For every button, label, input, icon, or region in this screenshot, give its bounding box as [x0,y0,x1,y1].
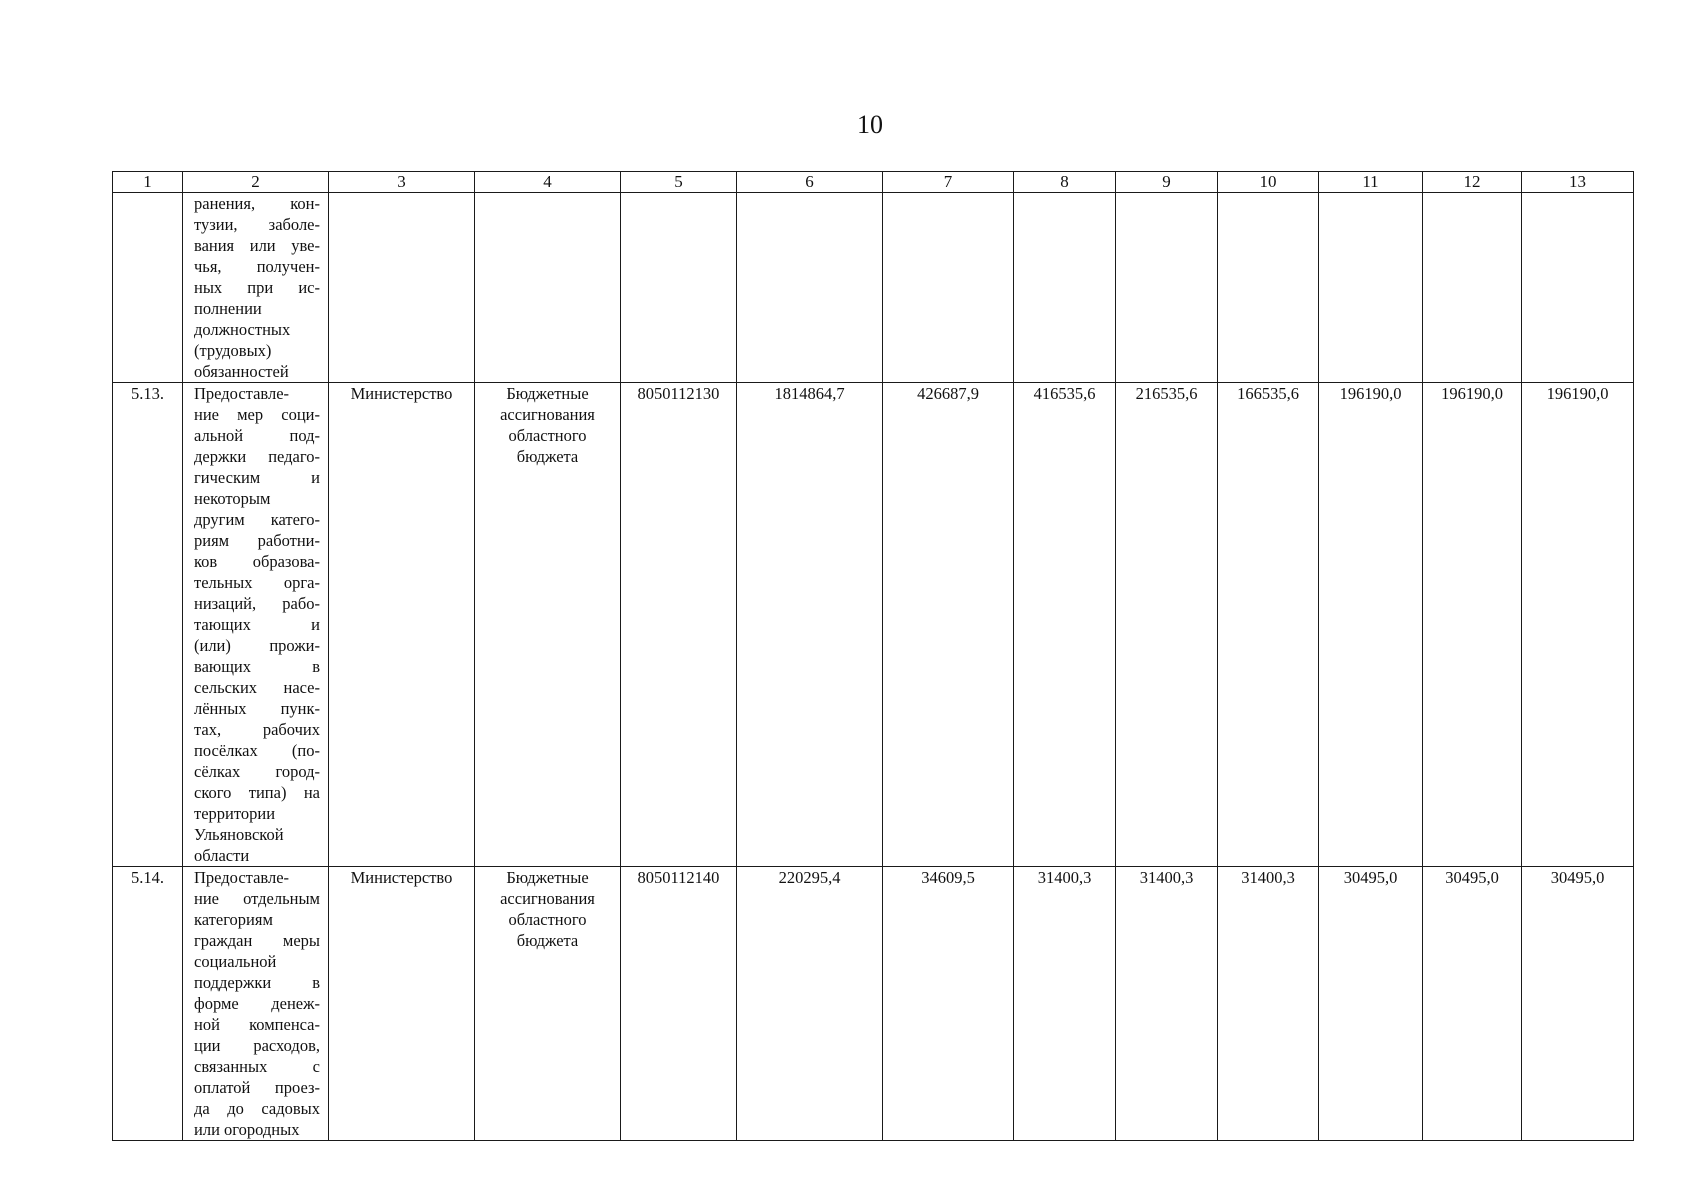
measure-name-line: риям работни- [194,531,320,550]
measure-name-line: (трудовых) [194,341,272,360]
measure-name-line: полнении [194,299,262,318]
amount-cell [1423,193,1522,383]
measure-name-line: вающих в [194,657,320,676]
measure-name-line: форме денеж- [194,994,320,1013]
page-number: 10 [857,110,883,139]
amount-cell: 426687,9 [883,383,1014,867]
amount-cell: 30495,0 [1423,867,1522,1141]
amount-cell: 196190,0 [1522,383,1634,867]
measure-name-line: тающих и [194,615,320,634]
measure-name-line: да до садовых [194,1099,320,1118]
amount-cell [1014,193,1116,383]
amount-cell: 31400,3 [1014,867,1116,1141]
column-header: 1 [113,172,183,193]
measure-name-line: некоторым [194,489,271,508]
measure-name-line: ной компенса- [194,1015,320,1034]
measure-name-line: граждан меры [194,931,320,950]
measure-name-line: или огородных [194,1120,300,1139]
budget-code: 8050112130 [621,383,737,867]
measure-name-line: поддержки в [194,973,320,992]
amount-cell [1218,193,1319,383]
measure-name [183,867,329,1141]
measure-name-line: другим катего- [194,510,320,529]
amount-cell: 1814864,7 [737,383,883,867]
measure-name-line: тузии, заболе- [194,215,320,234]
measure-name-line: территории [194,804,276,823]
measure-name-line: ранения, кон- [194,194,320,213]
table-row [113,193,1634,383]
measure-name-line: альной под- [194,426,320,445]
measure-name-line: держки педаго- [194,447,320,466]
amount-cell: 220295,4 [737,867,883,1141]
measure-name-line: тельных орга- [194,573,320,592]
measure-name-line: низаций, рабо- [194,594,320,613]
executor [329,193,475,383]
row-number: 5.14. [113,867,183,1141]
measure-name-line: сельских насе- [194,678,320,697]
row-number: 5.13. [113,383,183,867]
measure-name-line: Ульяновской [194,825,284,844]
budget-code [621,193,737,383]
budget-table [112,171,1634,1141]
amount-cell: 416535,6 [1014,383,1116,867]
measure-name-line: вания или уве- [194,236,320,255]
measure-name-line: оплатой проез- [194,1078,320,1097]
funding-source [475,193,621,383]
measure-name-line: ных при ис- [194,278,320,297]
measure-name [183,383,329,867]
measure-name-line: ции расходов, [194,1036,320,1055]
measure-name-line: посёлках (по- [194,741,320,760]
amount-cell [737,193,883,383]
amount-cell: 166535,6 [1218,383,1319,867]
amount-cell: 216535,6 [1116,383,1218,867]
measure-name-line: категориям [194,910,273,929]
amount-cell [1319,193,1423,383]
measure-name-line: (или) прожи- [194,636,320,655]
measure-name-line: гическим и [194,468,320,487]
measure-name-line: тах, рабочих [194,720,320,739]
column-header: 13 [1522,172,1634,193]
amount-cell [1116,193,1218,383]
column-header: 12 [1423,172,1522,193]
measure-name-line: обязанностей [194,362,289,381]
column-header: 11 [1319,172,1423,193]
measure-name-line: ков образова- [194,552,320,571]
measure-name [183,193,329,383]
amount-cell: 196190,0 [1319,383,1423,867]
amount-cell [1522,193,1634,383]
measure-name-line: лённых пунк- [194,699,320,718]
column-header: 7 [883,172,1014,193]
column-header: 5 [621,172,737,193]
column-header: 3 [329,172,475,193]
column-header: 2 [183,172,329,193]
measure-name-line: области [194,846,250,865]
measure-name-line: ние мер соци- [194,405,320,424]
column-header: 8 [1014,172,1116,193]
measure-name-line: должностных [194,320,291,339]
funding-source: Бюджетные ассигнования областного бюджета [475,867,621,1141]
measure-name-line: ние отдельным [194,889,320,908]
amount-cell [883,193,1014,383]
amount-cell: 34609,5 [883,867,1014,1141]
column-header: 6 [737,172,883,193]
row-number [113,193,183,383]
table-header-row [113,172,1634,193]
measure-name-line: социальной [194,952,277,971]
amount-cell: 30495,0 [1319,867,1423,1141]
amount-cell: 31400,3 [1218,867,1319,1141]
column-header: 4 [475,172,621,193]
measure-name-line: сёлках город- [194,762,320,781]
measure-name-line: Предоставле- [194,868,290,887]
amount-cell: 30495,0 [1522,867,1634,1141]
table-row [113,383,1634,867]
budget-code: 8050112140 [621,867,737,1141]
measure-name-line: Предоставле- [194,384,290,403]
measure-name-line: связанных с [194,1057,320,1076]
amount-cell: 196190,0 [1423,383,1522,867]
executor: Министерство [329,383,475,867]
measure-name-line: ского типа) на [194,783,320,802]
column-header: 10 [1218,172,1319,193]
column-header: 9 [1116,172,1218,193]
executor: Министерство [329,867,475,1141]
measure-name-line: чья, получен- [194,257,320,276]
table-row [113,867,1634,1141]
amount-cell: 31400,3 [1116,867,1218,1141]
funding-source: Бюджетные ассигнования областного бюджета [475,383,621,867]
